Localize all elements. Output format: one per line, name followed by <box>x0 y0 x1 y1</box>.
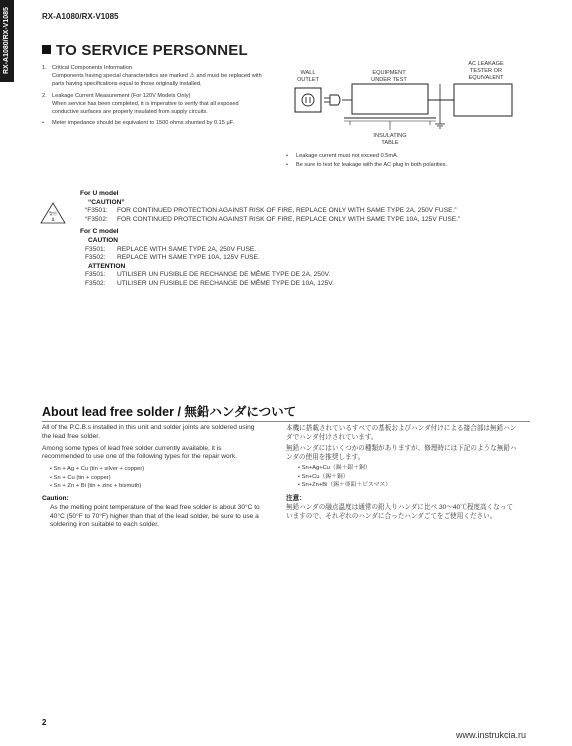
leakage-note-text: Be sure to test for leakage with the AC plug in both polarities. <box>296 162 448 168</box>
caution-heading: Caution: <box>42 494 69 502</box>
item-body-part-a: Components having special characteristics are marked <box>52 73 188 80</box>
side-tab: RX-A1080/RX-V1085 <box>0 0 14 82</box>
item-body <box>52 72 264 88</box>
u-caution-label: “CAUTION” <box>88 198 125 206</box>
fuse-text: FOR CONTINUED PROTECTION AGAINST RISK OF FIRE, REPLACE ONLY WITH SAME TYPE 2A, 250V FUSE.” <box>117 207 457 215</box>
page-number: 2 <box>42 718 47 727</box>
fuse-code: F3502: <box>85 254 106 262</box>
fuse-text: FOR CONTINUED PROTECTION AGAINST RISK OF FIRE, REPLACE ONLY WITH SAME TYPE 10A, 125V FUSE.” <box>117 215 461 223</box>
caution-body: As the melting point temperature of the lead free solder is about 30°C to 40°C (50°F to 70°F) higher than that of the lead solder, be sure to use a soldering iron suitable to each solder. <box>50 503 260 529</box>
fuse-row <box>85 246 535 255</box>
fuse-row <box>85 254 535 263</box>
equipment-box <box>352 84 428 114</box>
jp-paragraph: 無鉛ハンダにはいくつかの種類がありますが、修理時には下記のような無鉛ハンダの使用を推奨します。 <box>286 445 517 461</box>
caution-icon-text-1: 警告 <box>49 211 57 216</box>
fuse-text: UTILISER UN FUSIBLE DE RECHANGE DE MÊME TYPE DE 10A, 125V. <box>117 279 334 287</box>
wall-outlet-box <box>295 88 321 112</box>
service-instructions <box>42 64 264 130</box>
bullet: • <box>42 120 44 127</box>
equipment-label-1: EQUIPMENT <box>372 70 406 76</box>
fuse-row <box>85 216 535 225</box>
ac-tester-label-1: AC LEAKAGE <box>468 61 504 67</box>
wall-outlet-label-1: WALL <box>300 70 316 76</box>
fuse-row <box>85 271 535 280</box>
jp-paragraph: 本機に搭載されているすべての基板およびハンダ付けによる接合部は無鉛ハンダでハンダ付けされています。 <box>286 425 517 441</box>
jp-solder-type: • Sn+Cu（錫＋銅） <box>298 473 349 480</box>
warning-triangle-icon: ⚠ <box>189 73 195 80</box>
leakage-note: • Leakage current must not exceed 0.5mA. <box>286 153 399 159</box>
fuse-code: F3501: <box>85 245 106 253</box>
item-title: Leakage Current Measurement (For 120V Models Only) <box>52 92 191 99</box>
equipment-label-2: UNDER TEST <box>371 77 407 83</box>
section-title <box>42 42 248 59</box>
lead-free-title: About lead free solder / 無鉛ハンダについて <box>42 405 297 419</box>
leakage-test-diagram <box>286 60 518 160</box>
outlet-socket-icon <box>302 94 314 106</box>
ac-tester-label-2: TESTER OR <box>469 68 503 74</box>
paragraph: All of the P.C.B.s installed in this unit and solder joints are soldered using the lead free solder. <box>42 424 255 440</box>
wall-outlet-label-2: OUTLET <box>296 77 320 83</box>
jp-caution-heading: 注意： <box>286 494 306 502</box>
ac-tester-label-3: EQUIVALENT <box>468 75 504 81</box>
square-bullet-icon <box>42 45 51 54</box>
solder-type: • Sn + Zn + Bi (tin + zinc + bismuth) <box>50 483 142 490</box>
insulating-table-label-1: INSULATING <box>373 133 407 139</box>
lead-free-japanese <box>286 424 518 521</box>
paragraph: Among some types of lead free solder currently available, it is recommended to use one of the following types for the repair work. <box>42 444 237 461</box>
fuse-text: REPLACE WITH SAME TYPE 10A, 125V FUSE. <box>117 254 260 262</box>
leakage-note-text: Leakage current must not exceed 0.5mA. <box>296 153 399 159</box>
fuse-code: F3502: <box>85 279 106 287</box>
caution-icon-text-2: Δ <box>51 217 55 222</box>
title-divider <box>42 421 530 422</box>
instruction-item-2 <box>42 92 264 117</box>
insulating-table-label-2: TABLE <box>381 140 399 146</box>
ac-tester-box <box>454 84 512 116</box>
item-number: 2. <box>42 92 47 99</box>
solder-type: • Sn + Ag + Cu (tin + silver + copper) <box>50 466 145 473</box>
instruction-item-1 <box>42 64 264 89</box>
fuse-code: “F3502: <box>85 215 108 223</box>
plug-icon <box>330 95 340 105</box>
attention-label: ATTENTION <box>88 262 126 270</box>
u-model-label: For U model <box>80 190 119 197</box>
fuse-code: “F3501: <box>85 207 108 215</box>
item-title: Critical Components Information <box>52 65 132 71</box>
item-body: Meter impedance should be equivalent to 1500 ohms shunted by 0.15 μF. <box>52 120 235 127</box>
fuse-text: UTILISER UN FUSIBLE DE RECHANGE DE MÊME TYPE DE 2A, 250V. <box>117 271 331 279</box>
jp-solder-type: • Sn+Ag+Cu（錫＋銀＋銅） <box>298 465 371 471</box>
section-title-text: TO SERVICE PERSONNEL <box>56 42 248 59</box>
c-model-label: For C model <box>80 228 119 236</box>
jp-caution-body: 無鉛ハンダの融点温度は通常の鉛入りハンダに比べ 30〜40℃程度高くなっていますので、それぞれのハンダに合ったハンダごてをご使用ください。 <box>286 503 513 520</box>
instruction-item-3 <box>42 119 264 127</box>
fuse-row <box>85 280 535 289</box>
watermark: www.instrukcia.ru <box>456 730 527 740</box>
jp-solder-type: • Sn+Zn+Bi（錫＋亜鉛＋ビスマス） <box>298 482 392 489</box>
caution-warning-icon <box>40 202 66 224</box>
solder-type: • Sn + Cu (tin + copper) <box>50 474 111 481</box>
fuse-code: F3501: <box>85 271 106 279</box>
lead-free-english <box>42 424 264 530</box>
leakage-note: • Be sure to test for leakage with the AC plug in both polarities. <box>286 162 448 168</box>
fuse-row <box>85 207 535 216</box>
item-body-part-b: and must be replaced with parts having specifications equal to those originally installed. <box>52 73 262 88</box>
c-caution-label: CAUTION <box>88 236 119 244</box>
item-body: When service has been completed, it is imperative to verify that all exposed conductive surfaces are properly insulated from supply circuits. <box>52 100 239 116</box>
fuse-text: REPLACE WITH SAME TYPE 2A, 250V FUSE. <box>117 245 257 253</box>
model-header: RX-A1080/RX-V1085 <box>42 12 119 21</box>
item-number: 1. <box>42 65 47 71</box>
leakage-notes <box>286 152 526 170</box>
